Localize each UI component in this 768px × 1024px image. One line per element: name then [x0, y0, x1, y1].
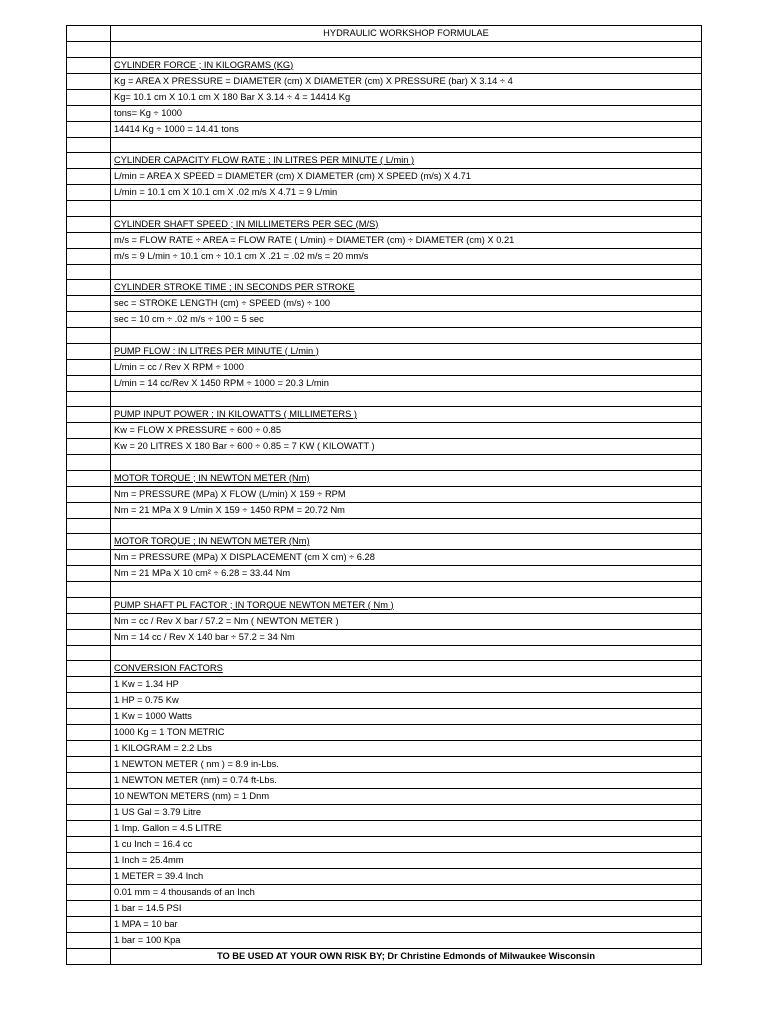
section-heading-row [67, 534, 702, 550]
formula-text[interactable]: L/min = 10.1 cm X 10.1 cm X .02 m/s X 4.71 = 9 L/min [111, 185, 702, 201]
formula-row [67, 566, 702, 582]
row-label-cell[interactable] [67, 470, 111, 486]
row-label-cell[interactable] [67, 455, 111, 471]
formula-row [67, 821, 702, 837]
formula-row [67, 773, 702, 789]
row-label-cell[interactable] [67, 837, 111, 853]
formula-text[interactable]: 1 NEWTON METER ( nm ) = 8.9 in-Lbs. [111, 757, 702, 773]
row-label-cell[interactable] [67, 391, 111, 407]
blank-row [67, 137, 702, 153]
formula-text[interactable]: Kg = AREA X PRESSURE = DIAMETER (cm) X DIAMETER (cm) X PRESSURE (bar) X 3.14 ÷ 4 [111, 73, 702, 89]
row-label-cell[interactable] [67, 597, 111, 613]
formula-text[interactable]: sec = 10 cm ÷ .02 m/s ÷ 100 = 5 sec [111, 312, 702, 328]
formula-text[interactable]: sec = STROKE LENGTH (cm) ÷ SPEED (m/s) ÷ 100 [111, 296, 702, 312]
empty-cell[interactable] [111, 137, 702, 153]
row-label-cell[interactable] [67, 645, 111, 661]
formula-row [67, 709, 702, 725]
blank-row [67, 328, 702, 344]
row-label-cell[interactable] [67, 232, 111, 248]
row-label-cell[interactable] [67, 439, 111, 455]
row-label-cell[interactable] [67, 661, 111, 677]
formula-row [67, 805, 702, 821]
formula-row [67, 73, 702, 89]
section-heading[interactable]: CYLINDER SHAFT SPEED ; IN MILLIMETERS PER SEC (M/S) [111, 216, 702, 232]
section-heading[interactable]: CONVERSION FACTORS [111, 661, 702, 677]
section-heading[interactable]: CYLINDER CAPACITY FLOW RATE ; IN LITRES PER MINUTE ( L/min ) [111, 153, 702, 169]
formula-text[interactable]: 10 NEWTON METERS (nm) = 1 Dnm [111, 789, 702, 805]
row-label-cell[interactable] [67, 280, 111, 296]
empty-cell[interactable] [111, 455, 702, 471]
section-heading[interactable]: MOTOR TORQUE ; IN NEWTON METER (Nm) [111, 470, 702, 486]
row-label-cell[interactable] [67, 805, 111, 821]
row-label-cell[interactable] [67, 121, 111, 137]
section-heading[interactable]: CYLINDER FORCE ; IN KILOGRAMS (KG) [111, 57, 702, 73]
formula-text[interactable]: Nm = 14 cc / Rev X 140 bar ÷ 57.2 = 34 Nm [111, 629, 702, 645]
blank-row [67, 42, 702, 58]
formula-text[interactable]: 14414 Kg ÷ 1000 = 14.41 tons [111, 121, 702, 137]
formula-text[interactable]: 1 METER = 39.4 Inch [111, 869, 702, 885]
formula-row [67, 121, 702, 137]
empty-cell[interactable] [111, 391, 702, 407]
blank-row [67, 391, 702, 407]
formula-row [67, 105, 702, 121]
formula-text[interactable]: Nm = 21 MPa X 9 L/min X 159 ÷ 1450 RPM = 20.72 Nm [111, 502, 702, 518]
formula-text[interactable]: 1 Inch = 25.4mm [111, 853, 702, 869]
row-label-cell[interactable] [67, 73, 111, 89]
section-heading-row [67, 597, 702, 613]
sheet-title[interactable]: HYDRAULIC WORKSHOP FORMULAE [111, 26, 702, 42]
formula-text[interactable]: 1000 Kg = 1 TON METRIC [111, 725, 702, 741]
row-label-cell[interactable] [67, 677, 111, 693]
formula-text[interactable]: 1 bar = 100 Kpa [111, 933, 702, 949]
formula-text[interactable]: Kg= 10.1 cm X 10.1 cm X 180 Bar X 3.14 ÷ 4 = 14414 Kg [111, 89, 702, 105]
row-label-cell[interactable] [67, 105, 111, 121]
row-label-cell[interactable] [67, 949, 111, 965]
row-label-cell[interactable] [67, 709, 111, 725]
formula-text[interactable]: L/min = cc / Rev X RPM ÷ 1000 [111, 359, 702, 375]
title-row [67, 26, 702, 42]
disclaimer-footer[interactable]: TO BE USED AT YOUR OWN RISK BY; Dr Christine Edmonds of Milwaukee Wisconsin [111, 949, 702, 965]
row-label-cell[interactable] [67, 901, 111, 917]
formula-text[interactable]: 1 Kw = 1000 Watts [111, 709, 702, 725]
row-label-cell[interactable] [67, 328, 111, 344]
row-label-cell[interactable] [67, 869, 111, 885]
formula-text[interactable]: L/min = 14 cc/Rev X 1450 RPM ÷ 1000 = 20.3 L/min [111, 375, 702, 391]
formula-row [67, 89, 702, 105]
blank-row [67, 201, 702, 217]
formula-text[interactable]: m/s = FLOW RATE ÷ AREA = FLOW RATE ( L/min) ÷ DIAMETER (cm) ÷ DIAMETER (cm) X 0.21 [111, 232, 702, 248]
formula-row [67, 869, 702, 885]
section-heading[interactable]: PUMP FLOW : IN LITRES PER MINUTE ( L/min ) [111, 343, 702, 359]
row-label-cell[interactable] [67, 885, 111, 901]
formula-row [67, 312, 702, 328]
empty-cell[interactable] [111, 328, 702, 344]
formula-text[interactable]: m/s = 9 L/min ÷ 10.1 cm ÷ 10.1 cm X .21 = .02 m/s = 20 mm/s [111, 248, 702, 264]
formula-text[interactable]: 1 bar = 14.5 PSI [111, 901, 702, 917]
formula-row [67, 629, 702, 645]
section-heading-row [67, 470, 702, 486]
row-label-cell[interactable] [67, 629, 111, 645]
row-label-cell[interactable] [67, 486, 111, 502]
formula-text[interactable]: tons= Kg ÷ 1000 [111, 105, 702, 121]
formula-text[interactable]: 1 cu Inch = 16.4 cc [111, 837, 702, 853]
empty-cell[interactable] [111, 201, 702, 217]
formula-row [67, 757, 702, 773]
formula-row [67, 789, 702, 805]
row-label-cell[interactable] [67, 42, 111, 58]
row-label-cell[interactable] [67, 296, 111, 312]
formula-row [67, 901, 702, 917]
formula-row [67, 248, 702, 264]
formula-row [67, 502, 702, 518]
sheet-body [67, 26, 702, 965]
empty-cell[interactable] [111, 42, 702, 58]
empty-cell[interactable] [111, 645, 702, 661]
row-label-cell[interactable] [67, 89, 111, 105]
formula-row [67, 359, 702, 375]
row-label-cell[interactable] [67, 26, 111, 42]
formula-row [67, 677, 702, 693]
formula-sheet [66, 25, 702, 965]
row-label-cell[interactable] [67, 725, 111, 741]
section-heading[interactable]: PUMP SHAFT PL FACTOR ; IN TORQUE NEWTON METER ( Nm ) [111, 597, 702, 613]
formula-text[interactable]: Kw = 20 LITRES X 180 Bar ÷ 600 ÷ 0.85 = 7 KW ( KILOWATT ) [111, 439, 702, 455]
row-label-cell[interactable] [67, 216, 111, 232]
row-label-cell[interactable] [67, 693, 111, 709]
formula-text[interactable]: 1 US Gal = 3.79 Litre [111, 805, 702, 821]
formula-row [67, 885, 702, 901]
row-label-cell[interactable] [67, 582, 111, 598]
empty-cell[interactable] [111, 582, 702, 598]
formula-row [67, 169, 702, 185]
row-label-cell[interactable] [67, 773, 111, 789]
row-label-cell[interactable] [67, 423, 111, 439]
row-label-cell[interactable] [67, 741, 111, 757]
formula-row [67, 423, 702, 439]
formula-row [67, 853, 702, 869]
blank-row [67, 455, 702, 471]
row-label-cell[interactable] [67, 613, 111, 629]
row-label-cell[interactable] [67, 757, 111, 773]
formula-row [67, 375, 702, 391]
formula-row [67, 613, 702, 629]
formula-text[interactable]: Nm = PRESSURE (MPa) X FLOW (L/min) X 159 ÷ RPM [111, 486, 702, 502]
formula-row [67, 725, 702, 741]
row-label-cell[interactable] [67, 502, 111, 518]
row-label-cell[interactable] [67, 312, 111, 328]
row-label-cell[interactable] [67, 185, 111, 201]
row-label-cell[interactable] [67, 407, 111, 423]
row-label-cell[interactable] [67, 375, 111, 391]
formula-text[interactable]: 1 Kw = 1.34 HP [111, 677, 702, 693]
formula-text[interactable]: Nm = cc / Rev X bar / 57.2 = Nm ( NEWTON METER ) [111, 613, 702, 629]
formula-row [67, 917, 702, 933]
formula-row [67, 933, 702, 949]
row-label-cell[interactable] [67, 248, 111, 264]
blank-row [67, 582, 702, 598]
row-label-cell[interactable] [67, 264, 111, 280]
row-label-cell[interactable] [67, 789, 111, 805]
blank-row [67, 264, 702, 280]
row-label-cell[interactable] [67, 566, 111, 582]
section-heading[interactable]: MOTOR TORQUE ; IN NEWTON METER (Nm) [111, 534, 702, 550]
formula-text[interactable]: 1 KILOGRAM = 2.2 Lbs [111, 741, 702, 757]
formula-text[interactable]: 1 MPA = 10 bar [111, 917, 702, 933]
formula-text[interactable]: 1 Imp. Gallon = 4.5 LITRE [111, 821, 702, 837]
section-heading-row [67, 661, 702, 677]
formula-row [67, 439, 702, 455]
row-label-cell[interactable] [67, 853, 111, 869]
section-heading-row [67, 407, 702, 423]
formula-text[interactable]: Nm = PRESSURE (MPa) X DISPLACEMENT (cm X cm) ÷ 6.28 [111, 550, 702, 566]
formula-row [67, 693, 702, 709]
row-label-cell[interactable] [67, 518, 111, 534]
formula-text[interactable]: 1 HP = 0.75 Kw [111, 693, 702, 709]
row-label-cell[interactable] [67, 57, 111, 73]
formula-text[interactable]: L/min = AREA X SPEED = DIAMETER (cm) X DIAMETER (cm) X SPEED (m/s) X 4.71 [111, 169, 702, 185]
row-label-cell[interactable] [67, 917, 111, 933]
formula-row [67, 550, 702, 566]
empty-cell[interactable] [111, 264, 702, 280]
blank-row [67, 645, 702, 661]
formula-row [67, 185, 702, 201]
formula-text[interactable]: Nm = 21 MPa X 10 cm² ÷ 6.28 = 33.44 Nm [111, 566, 702, 582]
formula-text[interactable]: 1 NEWTON METER (nm) = 0.74 ft-Lbs. [111, 773, 702, 789]
formula-row [67, 741, 702, 757]
section-heading-row [67, 343, 702, 359]
row-label-cell[interactable] [67, 821, 111, 837]
row-label-cell[interactable] [67, 169, 111, 185]
row-label-cell[interactable] [67, 153, 111, 169]
empty-cell[interactable] [111, 518, 702, 534]
row-label-cell[interactable] [67, 534, 111, 550]
formula-text[interactable]: 0.01 mm = 4 thousands of an Inch [111, 885, 702, 901]
section-heading[interactable]: PUMP INPUT POWER ; IN KILOWATTS ( MILLIMETERS ) [111, 407, 702, 423]
row-label-cell[interactable] [67, 550, 111, 566]
formula-row [67, 486, 702, 502]
row-label-cell[interactable] [67, 343, 111, 359]
row-label-cell[interactable] [67, 359, 111, 375]
row-label-cell[interactable] [67, 137, 111, 153]
section-heading[interactable]: CYLINDER STROKE TIME ; IN SECONDS PER STROKE [111, 280, 702, 296]
row-label-cell[interactable] [67, 933, 111, 949]
blank-row [67, 518, 702, 534]
section-heading-row [67, 57, 702, 73]
formula-row [67, 837, 702, 853]
formula-text[interactable]: Kw = FLOW X PRESSURE ÷ 600 ÷ 0.85 [111, 423, 702, 439]
row-label-cell[interactable] [67, 201, 111, 217]
section-heading-row [67, 153, 702, 169]
section-heading-row [67, 216, 702, 232]
footer-row [67, 949, 702, 965]
formula-row [67, 296, 702, 312]
formula-row [67, 232, 702, 248]
section-heading-row [67, 280, 702, 296]
